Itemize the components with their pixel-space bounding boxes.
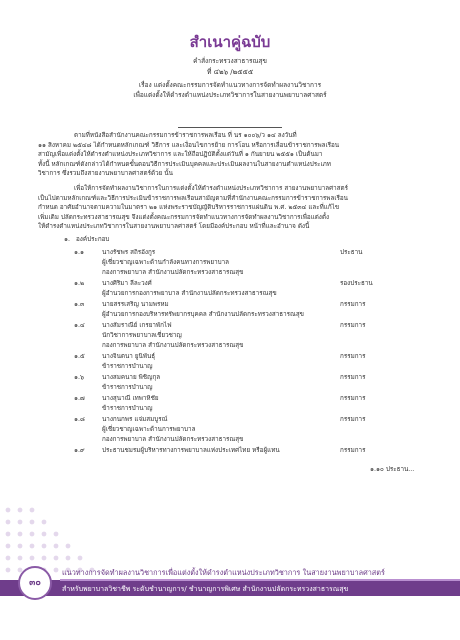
paragraph-line: ตามที่หนังสือสำนักงานคณะกรรมการข้าราชการพลเรือน ที่ นร ๑๐๐๖/ว ๑๔ ลงวันที่ <box>74 132 297 139</box>
paragraph-line: ให้ดำรงตำแหน่งประเภทวิชาการในสายงานพยาบาลศาสตร์ โดยมีองค์ประกอบ หน้าที่และอำนาจ ดังนี้ <box>38 223 310 230</box>
member-role: กรรมการ <box>340 353 366 360</box>
paragraph-line: กำหนด อาศัยอำนาจตามความในมาตรา ๒๑ แห่งพระราชบัญญัติบริหารราชการแผ่นดิน พ.ศ. ๒๕๓๔ และที่แก้ไข <box>38 204 340 211</box>
member-number: ๑.๖ <box>74 374 84 381</box>
member-name: นางรัชพร สถิรอังกูร <box>102 249 156 256</box>
member-position: กองการพยาบาล สำนักงานปลัดกระทรวงสาธารณสุข <box>102 342 244 349</box>
member-number: ๑.๓ <box>74 301 85 308</box>
footer-title: แนวทางการจัดทำผลงานวิชาการเพื่อแต่งตั้งให้ดำรงตำแหน่งประเภทวิชาการ ในสายงานพยาบาลศาสตร์ <box>62 568 385 577</box>
member-role: กรรมการ <box>340 301 366 308</box>
member-number: ๑.๘ <box>74 416 85 423</box>
member-role: กรรมการ <box>340 322 366 329</box>
member-name: ประธานชมรมผู้บริหารทางการพยาบาลแห่งประเทศไทย หรือผู้แทน <box>102 447 280 454</box>
member-name: นางสัมราณีย์ เกรยาพักไฟ <box>102 322 172 329</box>
subject-line-2: เพื่อแต่งตั้งให้ดำรงตำแหน่งประเภทวิชาการในสายงานพยาบาลศาสตร์ <box>133 91 327 99</box>
paragraph-line: ๑๑ สิงหาคม ๒๕๔๘ ได้กำหนดหลักเกณฑ์ วิธีการ และเงื่อนไขการย้าย การโอน หรือการเลื่อนข้าราชการพลเรือน <box>38 141 340 149</box>
paragraph-2 <box>38 184 433 232</box>
paragraph-1 <box>38 131 433 179</box>
member-number: ๑.๗ <box>74 395 85 402</box>
member-position: ผู้เชี่ยวชาญเฉพาะด้านกำลังคนทางการพยาบาล <box>102 259 230 266</box>
member-position: ผู้เชี่ยวชาญเฉพาะด้านการพยาบาล <box>102 426 196 433</box>
continuation-marker: ๑.๑๐ ประธาน... <box>370 466 415 473</box>
member-name: นางสมคนาย พิชิญกุล <box>102 374 161 381</box>
member-position: ผู้อำนวยการกองการพยาบาล สำนักงานปลัดกระทรวงสาธารณสุข <box>102 290 277 297</box>
paragraph-line: เพิ่มเติม ปลัดกระทรวงสาธารณสุข จึงแต่งตั้งคณะกรรมการจัดทำแนวทางการจัดทำผลงานวิชาการเพื่อแต่งตั้ง <box>38 213 330 221</box>
member-position: กองการพยาบาล สำนักงานปลัดกระทรวงสาธารณสุข <box>102 269 244 276</box>
footer-blank-area <box>0 596 460 640</box>
paragraph-line: วิชาการ ซึ่งรวมถึงสายงานพยาบาลศาสตร์ด้วย นั้น <box>38 170 173 177</box>
member-number: ๑.๒ <box>74 280 85 287</box>
footer-subtitle: สำหรับพยาบาลวิชาชีพ ระดับชำนาญการ/ ชำนาญการพิเศษ สำนักงานปลัดกระทรวงสาธารณสุข <box>62 585 349 593</box>
member-role: กรรมการ <box>340 395 366 402</box>
member-name: นางศิริมา ลีละวงศ์ <box>102 280 152 287</box>
member-number: ๑.๔ <box>74 322 85 329</box>
member-role: รองประธาน <box>340 280 373 287</box>
subject-line-1: เรื่อง แต่งตั้งคณะกรรมการจัดทำแนวทางการจัดทำผลงานวิชาการ <box>138 81 322 89</box>
paragraph-line: สามัญเพื่อแต่งตั้งให้ดำรงตำแหน่งประเภทวิชาการ และให้ถือปฏิบัติตั้งแต่วันที่ ๑ กันยายน ๒๕๕๑ เป็นต้นมา <box>38 151 323 158</box>
member-position: ข้าราชการบำนาญ <box>102 405 153 412</box>
member-role: กรรมการ <box>340 374 366 381</box>
member-number: ๑.๑ <box>74 249 84 256</box>
paragraph-line: เป็นไปตามหลักเกณฑ์และวิธีการประเมินข้าราชการพลเรือนสามัญตามที่สำนักงานคณะกรรมการข้าราชการพลเรือน <box>38 194 348 202</box>
member-name: นางจินตนา ยูนิพันธุ์ <box>102 353 156 360</box>
member-name: นางกนกพร แจ่มสมบูรณ์ <box>102 416 168 423</box>
section-number: ๑. <box>64 236 70 243</box>
member-role: กรรมการ <box>340 447 366 454</box>
member-role: กรรมการ <box>340 416 366 423</box>
header-rule <box>178 127 282 128</box>
member-position: นักวิชาการพยาบาลเชี่ยวชาญ <box>102 332 182 339</box>
paragraph-line: ทั้งนี้ หลักเกณฑ์ดังกล่าวได้กำหนดขั้นตอนวิธีการประเมินบุคคลและประเมินผลงานในสายงานตำแหน่งประเภท <box>38 160 331 168</box>
member-name: นายสรรเสริญ นามพรหม <box>102 301 169 308</box>
member-position: กองการพยาบาล สำนักงานปลัดกระทรวงสาธารณสุข <box>102 436 244 443</box>
page-number: ๓๐ <box>18 566 52 600</box>
document-title: สำเนาคู่ฉบับ <box>189 33 271 51</box>
member-number: ๑.๕ <box>74 353 85 360</box>
section-label: องค์ประกอบ <box>76 236 110 243</box>
member-number: ๑.๙ <box>74 447 85 454</box>
member-position: ข้าราชการบำนาญ <box>102 363 153 370</box>
footer-accent-line <box>60 579 460 581</box>
member-position: ข้าราชการบำนาญ <box>102 384 153 391</box>
order-line-2: ที่ ๔๒๖ /๒๕๕๕ <box>206 68 254 76</box>
member-position: ผู้อำนวยการกองบริหารทรัพยากรบุคคล สำนักงานปลัดกระทรวงสาธารณสุข <box>102 311 304 318</box>
member-role: ประธาน <box>340 249 363 256</box>
member-name: นางสุนาณี เทพาหิชัย <box>102 395 159 402</box>
paragraph-line: เพื่อให้การจัดทำผลงานวิชาการในการแต่งตั้งให้ดำรงตำแหน่งประเภทวิชาการ สายงานพยาบาลศาสตร์ <box>74 185 348 192</box>
order-line-1: คำสั่งกระทรวงสาธารณสุข <box>193 57 267 65</box>
